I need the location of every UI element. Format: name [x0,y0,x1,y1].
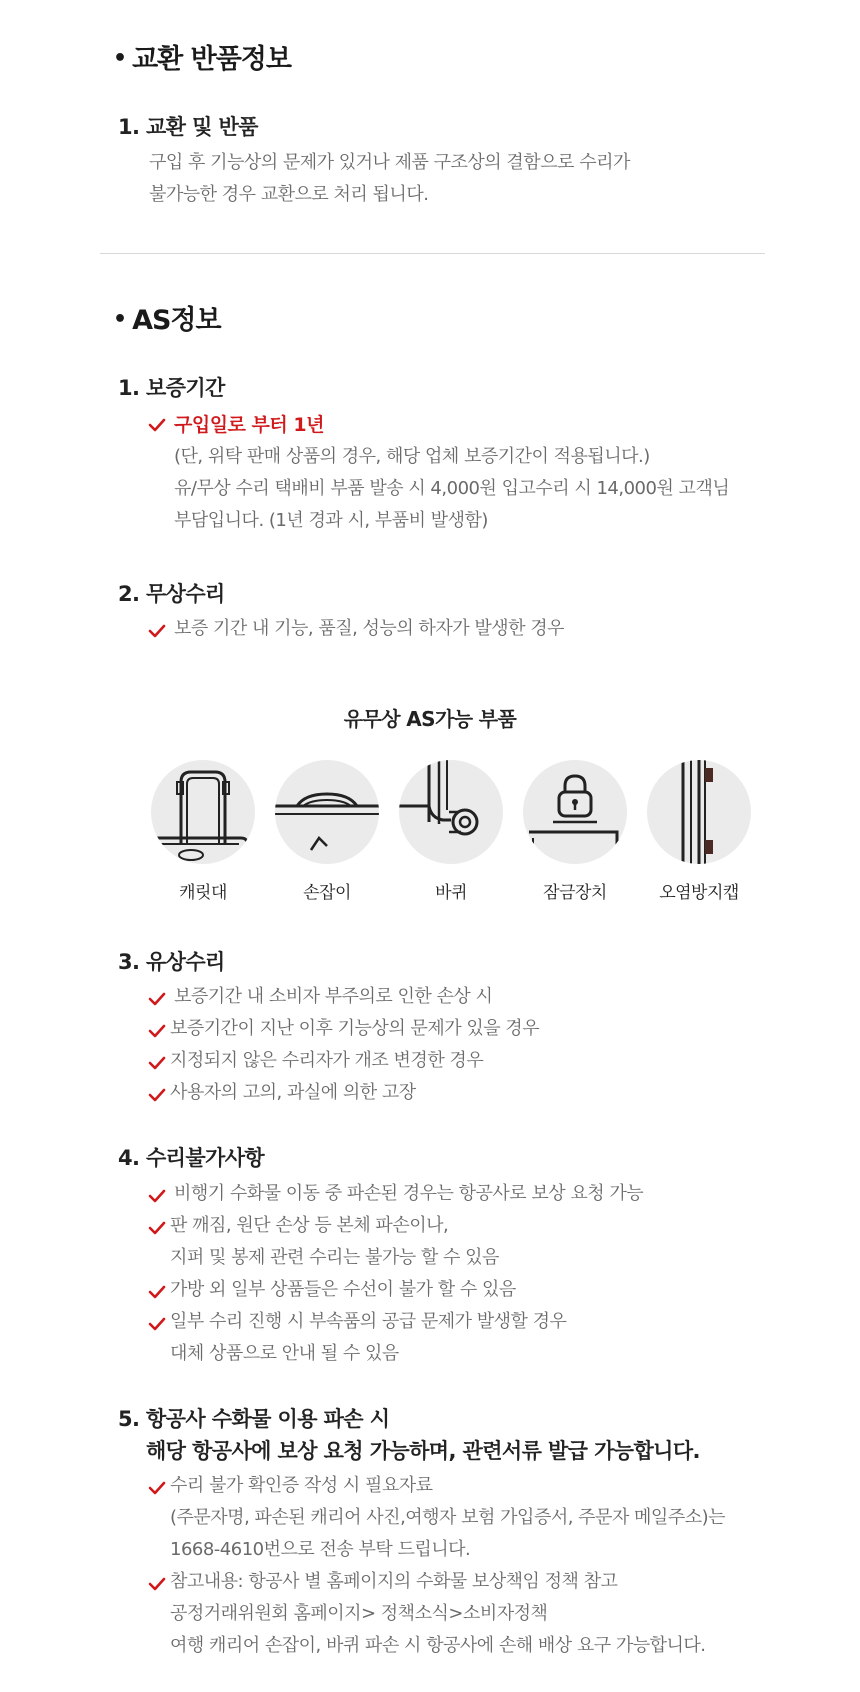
check-icon [148,624,166,638]
check-icon [148,418,166,432]
paid-repair-item: 사용자의 고의, 과실에 의한 고장 [170,1082,416,1103]
check-icon [148,1317,166,1331]
part-label: 바퀴 [435,883,467,903]
check-icon [148,1088,166,1102]
part-carry-handle [274,760,380,903]
part-wheel [398,760,504,903]
as-section-title: • AS정보 [113,305,221,336]
part-corner-cap [646,760,752,903]
warranty-heading: 1. 보증기간 [118,376,225,400]
airline-item: 수리 불가 확인증 작성 시 필요자료 (주문자명, 파손된 캐리어 사진,여행자 보험 가입증서, 주문자 메일주소)는 1668-4610번으로 전송 부탁 드립니다. [170,1475,726,1560]
check-icon [148,1024,166,1038]
free-repair-item: 보증 기간 내 기능, 품질, 성능의 하자가 발생한 경우 [174,618,564,639]
check-icon [148,1285,166,1299]
airline-heading: 5. 항공사 수화물 이용 파손 시 해당 항공사에 보상 요청 가능하며, 관련서류 발급 가능합니다. [118,1407,700,1463]
trolley-handle-icon [151,760,255,864]
parts-title: 유무상 AS가능 부품 [343,707,517,731]
part-label: 손잡이 [303,883,351,903]
warranty-highlight: 구입일로 부터 1년 [174,414,324,436]
not-repairable-item: 판 깨짐, 원단 손상 등 본체 파손이나, 지퍼 및 봉제 관련 수리는 불가능 할 수 있음 [170,1215,499,1268]
part-label: 오염방지캡 [659,883,739,903]
exchange-text: 구입 후 기능상의 문제가 있거나 제품 구조상의 결함으로 수리가 불가능한 경우 교환으로 처리 됩니다. [149,152,630,205]
part-label: 잠금장치 [543,883,607,903]
exchange-section-title: • 교환 반품정보 [113,44,291,75]
paid-repair-heading: 3. 유상수리 [118,950,225,974]
check-icon [148,1221,166,1235]
paid-repair-item: 보증기간이 지난 이후 기능상의 문제가 있을 경우 [170,1018,540,1039]
part-trolley-handle [150,760,256,903]
check-icon [148,1577,166,1591]
exchange-item-heading: 1. 교환 및 반품 [118,115,258,139]
paid-repair-item: 지정되지 않은 수리자가 개조 변경한 경우 [170,1050,484,1071]
check-icon [148,1189,166,1203]
paid-repair-item: 보증기간 내 소비자 부주의로 인한 손상 시 [174,986,493,1007]
part-lock [522,760,628,903]
check-icon [148,1481,166,1495]
section-divider [100,253,765,254]
not-repairable-item: 일부 수리 진행 시 부속품의 공급 문제가 발생할 경우 대체 상품으로 안내 될 수 있음 [170,1311,567,1364]
lock-icon [523,760,627,864]
carry-handle-icon [275,760,379,864]
check-icon [148,1056,166,1070]
not-repairable-item: 비행기 수화물 이동 중 파손된 경우는 항공사로 보상 요청 가능 [174,1183,644,1204]
wheel-icon [399,760,503,864]
airline-item: 참고내용: 항공사 별 홈페이지의 수화물 보상책임 정책 참고 공정거래위원회 홈페이지> 정책소식>소비자정책 여행 캐리어 손잡이, 바퀴 파손 시 항공사에 손해 배상 요구 가능합니다. [170,1571,706,1656]
part-label: 캐릿대 [179,883,227,903]
warranty-text: (단, 위탁 판매 상품의 경우, 해당 업체 보증기간이 적용됩니다.) 유/무상 수리 택배비 부품 발송 시 4,000원 입고수리 시 14,000원 고객님 부담입니다. (1년 경과 시, 부품비 발생함) [174,446,730,531]
not-repairable-heading: 4. 수리불가사항 [118,1146,265,1170]
free-repair-heading: 2. 무상수리 [118,582,225,606]
corner-cap-icon [647,760,751,864]
not-repairable-item: 가방 외 일부 상품들은 수선이 불가 할 수 있음 [170,1279,516,1300]
check-icon [148,992,166,1006]
